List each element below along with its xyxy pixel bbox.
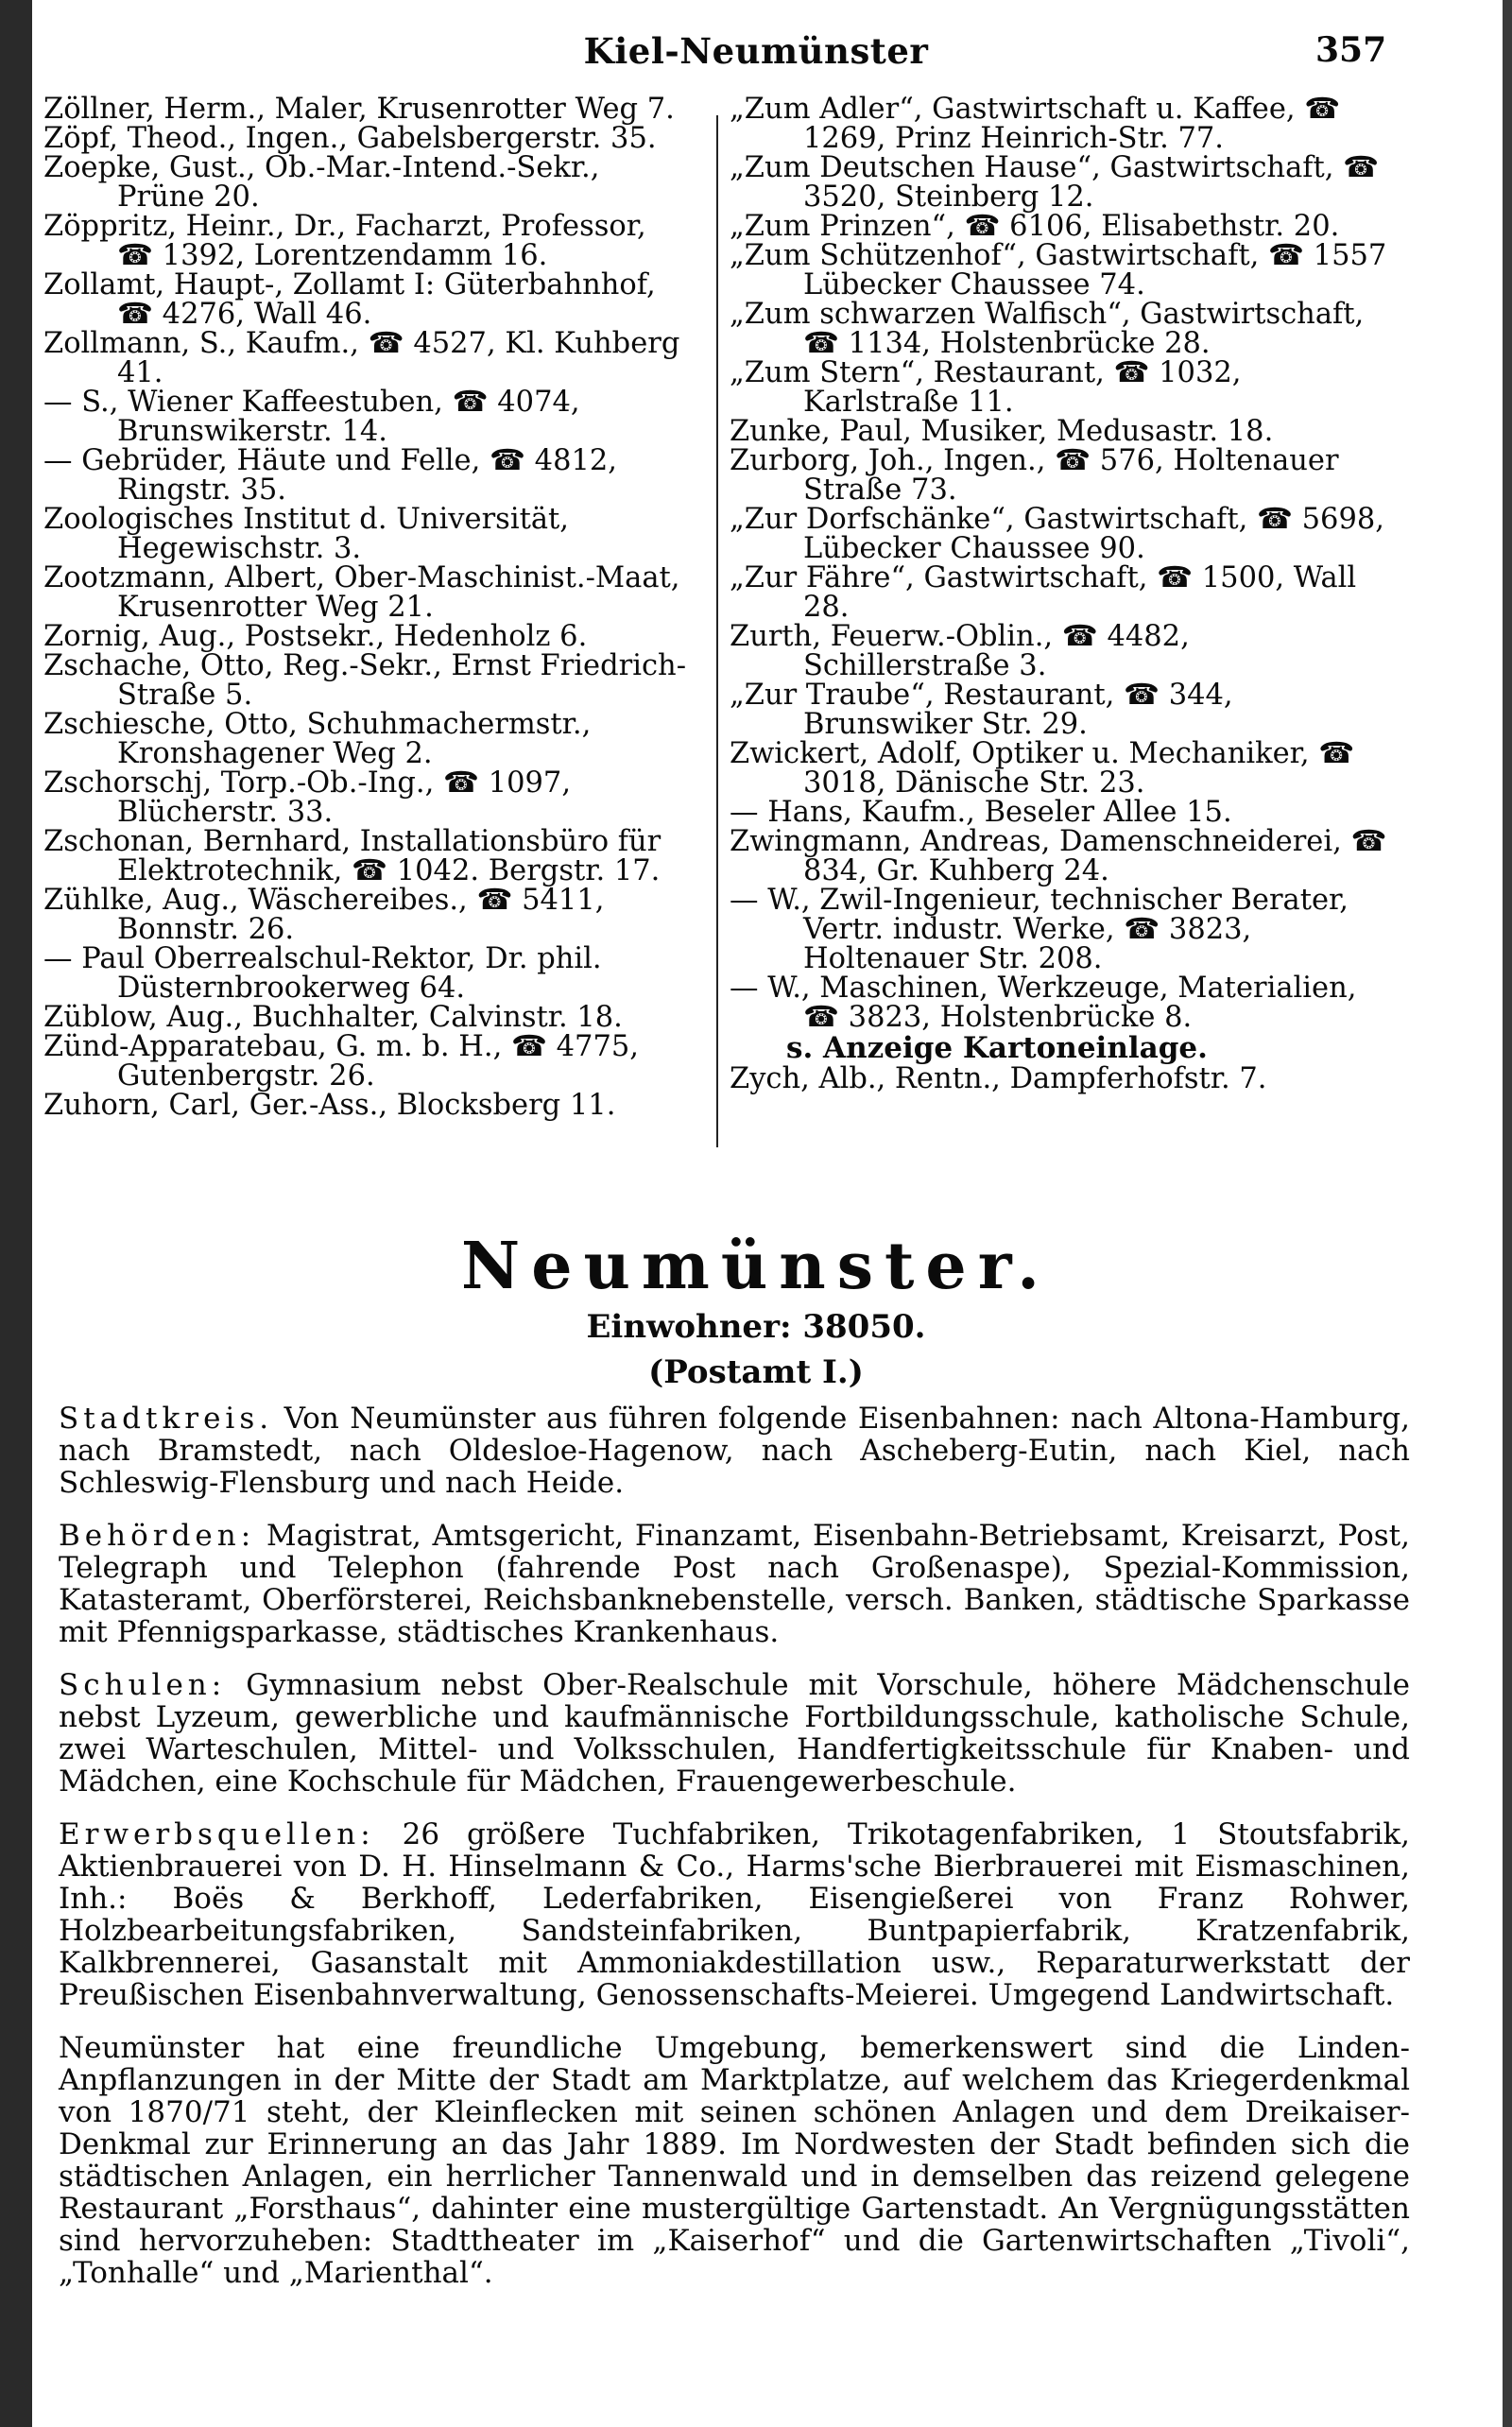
directory-entry: „Zur Traube“, Restaurant, ☎ 344, Brunswiker Str. 29. (730, 679, 1233, 741)
directory-entry: Zöppritz, Heinr., Dr., Facharzt, Professor, ☎ 1392, Lorentzendamm 16. (43, 210, 646, 272)
scan-edge-right (1503, 0, 1512, 2427)
advertisement-note: s. Anzeige Kartoneinlage. (786, 1031, 1208, 1065)
directory-entry: Zych, Alb., Rentn., Dampferhofstr. 7. (730, 1062, 1267, 1095)
post-office-line: (Postamt I.) (648, 1353, 864, 1391)
directory-entry: Zurth, Feuerw.-Oblin., ☎ 4482, Schillerstraße 3. (730, 620, 1190, 682)
directory-entry: Zühlke, Aug., Wäschereibes., ☎ 5411, Bonnstr. 26. (43, 884, 605, 946)
text-umgebung: Neumünster hat eine freundliche Umgebung, bemerkenswert sind die Linden-Anpflanzungen in der Mitte der Stadt am Marktplatze, auf welchem das Kriegerdenkmal von 1870/71 steht, der Kleinflecken mit seinen schönen Anlagen und dem Dreikaiser-Denkmal zur Erinnerung an das Jahr 1889. Im Nordwesten der Stadt befinden sich die städtischen Anlagen, ein herrlicher Tannenwald und in demselben das reizend gelegene Restaurant „Forsthaus“, dahinter eine mustergültige Gartenstadt. An Vergnügungsstätten sind hervorzuheben: Stadttheater im „Kaiserhof“ und die Gartenwirtschaften „Tivoli“, „Tonhalle“ und „Marienthal“. (59, 2031, 1410, 2290)
paragraph-erwerbsquellen (59, 1818, 1410, 2011)
directory-entry: Zöllner, Herm., Maler, Krusenrotter Weg 7. (43, 93, 675, 126)
label-erwerbsquellen: Erwerbsquellen: (59, 1817, 375, 1851)
directory-entry: — W., Zwil-Ingenieur, technischer Berater, Vertr. industr. Werke, ☎ 3823, Holtenauer Str. 208. (730, 884, 1349, 975)
directory-entry: Züblow, Aug., Buchhalter, Calvinstr. 18. (43, 1001, 623, 1034)
directory-entry: Zoepke, Gust., Ob.-Mar.-Intend.-Sekr., Prüne 20. (43, 151, 600, 214)
directory-entry: Zwickert, Adolf, Optiker u. Mechaniker, ☎ 3018, Dänische Str. 23. (730, 737, 1355, 800)
directory-entry: — Paul Oberrealschul-Rektor, Dr. phil. Düsternbrookerweg 64. (43, 942, 602, 1005)
population-line: Einwohner: 38050. (586, 1308, 926, 1346)
directory-entry: „Zum Deutschen Hause“, Gastwirtschaft, ☎ 3520, Steinberg 12. (730, 151, 1380, 214)
directory-entry: Zunke, Paul, Musiker, Medusastr. 18. (730, 415, 1274, 448)
directory-entry: Zwingmann, Andreas, Damenschneiderei, ☎ 834, Gr. Kuhberg 24. (730, 825, 1387, 887)
directory-entry: Zuhorn, Carl, Ger.-Ass., Blocksberg 11. (43, 1089, 616, 1122)
directory-entry: „Zum schwarzen Walfisch“, Gastwirtschaft, ☎ 1134, Holstenbrücke 28. (730, 298, 1365, 360)
label-stadtkreis: Stadtkreis. (59, 1402, 274, 1436)
right-column (730, 95, 1393, 1093)
directory-entry: „Zur Fähre“, Gastwirtschaft, ☎ 1500, Wall 28. (730, 561, 1357, 624)
text-schulen: Gymnasium nebst Ober-Realschule mit Vorschule, höhere Mädchenschule nebst Lyzeum, gewerbliche und kaufmännische Fortbildungsschule, katholische Schule, zwei Warteschulen, Mittel- und Volksschulen, Handfertigkeitsschule für Knaben- und Mädchen, eine Kochschule für Mädchen, Frauengewerbeschule. (59, 1668, 1410, 1799)
label-schulen: Schulen: (59, 1668, 227, 1702)
directory-entry: Zornig, Aug., Postsekr., Hedenholz 6. (43, 620, 588, 653)
running-title: Kiel-Neumünster (583, 30, 929, 72)
directory-entry: Zschache, Otto, Reg.-Sekr., Ernst Friedrich-Straße 5. (43, 649, 686, 712)
column-divider (716, 115, 718, 1147)
directory-entry: Zollamt, Haupt-, Zollamt I: Güterbahnhof, ☎ 4276, Wall 46. (43, 268, 656, 331)
directory-entry: Zoologisches Institut d. Universität, Hegewischstr. 3. (43, 503, 569, 565)
section-title: Neumünster. (461, 1229, 1051, 1304)
directory-entry: — Gebrüder, Häute und Felle, ☎ 4812, Ringstr. 35. (43, 444, 617, 507)
directory-entry: — Hans, Kaufm., Beseler Allee 15. (730, 796, 1232, 829)
directory-entry: „Zur Dorfschänke“, Gastwirtschaft, ☎ 5698, Lübecker Chaussee 90. (730, 503, 1384, 565)
description-text (59, 1403, 1410, 2310)
label-behoerden: Behörden: (59, 1519, 256, 1553)
page-number: 357 (1315, 30, 1387, 70)
text-stadtkreis: Von Neumünster aus führen folgende Eisenbahnen: nach Altona-Hamburg, nach Bramstedt, nach Oldesloe-Hagenow, nach Ascheberg-Eutin, nach Kiel, nach Schleswig-Flensburg und nach Heide. (59, 1402, 1410, 1500)
paragraph-umgebung (59, 2032, 1410, 2289)
text-behoerden: Magistrat, Amtsgericht, Finanzamt, Eisenbahn-Betriebsamt, Kreisarzt, Post, Telegraph und Telephon (fahrende Post nach Großenaspe), Spezial-Kommission, Katasteramt, Oberförsterei, Reichsbanknebenstelle, versch. Banken, städtische Sparkasse mit Pfennigsparkasse, städtisches Krankenhaus. (59, 1519, 1410, 1649)
directory-entry: Zurborg, Joh., Ingen., ☎ 576, Holtenauer Straße 73. (730, 444, 1339, 507)
directory-entry: Zootzmann, Albert, Ober-Maschinist.-Maat, Krusenrotter Weg 21. (43, 561, 680, 624)
paragraph-behoerden (59, 1520, 1410, 1648)
directory-entry: Zschiesche, Otto, Schuhmachermstr., Kronshagener Weg 2. (43, 708, 592, 770)
directory-entry: „Zum Adler“, Gastwirtschaft u. Kaffee, ☎ 1269, Prinz Heinrich-Str. 77. (730, 93, 1341, 155)
left-column (43, 95, 686, 1120)
directory-entry: Zünd-Apparatebau, G. m. b. H., ☎ 4775, Gutenbergstr. 26. (43, 1030, 639, 1093)
scan-edge-left (0, 0, 32, 2427)
directory-entry: „Zum Stern“, Restaurant, ☎ 1032, Karlstraße 11. (730, 356, 1242, 419)
directory-entry: Zöpf, Theod., Ingen., Gabelsbergerstr. 35. (43, 122, 657, 155)
directory-entry: — W., Maschinen, Werkzeuge, Materialien, ☎ 3823, Holstenbrücke 8. (730, 972, 1357, 1034)
paragraph-stadtkreis (59, 1403, 1410, 1499)
directory-entry: — S., Wiener Kaffeestuben, ☎ 4074, Brunswikerstr. 14. (43, 386, 580, 448)
directory-entry: Zschonan, Bernhard, Installationsbüro für Elektrotechnik, ☎ 1042. Bergstr. 17. (43, 825, 662, 887)
text-erwerbsquellen: 26 größere Tuchfabriken, Trikotagenfabriken, 1 Stoutsfabrik, Aktienbrauerei von D. H. Hinselmann & Co., Harms'sche Bierbrauerei mit Eismaschinen, Inh.: Boës & Berkhoff, Lederfabriken, Eisengießerei von Franz Rohwer, Holzbearbeitungsfabriken, Sandsteinfabriken, Buntpapierfabrik, Kratzenfabrik, Kalkbrennerei, Gasanstalt mit Ammoniakdestillation usw., Reparaturwerkstatt der Preußischen Eisenbahnverwaltung, Genossenschafts-Meierei. Umgegend Landwirtschaft. (59, 1817, 1410, 2012)
directory-entry: Zollmann, S., Kaufm., ☎ 4527, Kl. Kuhberg 41. (43, 327, 680, 389)
running-head (0, 25, 1512, 77)
paragraph-schulen (59, 1669, 1410, 1798)
directory-entry: „Zum Prinzen“, ☎ 6106, Elisabethstr. 20. (730, 210, 1340, 243)
directory-entry: Zschorschj, Torp.-Ob.-Ing., ☎ 1097, Blücherstr. 33. (43, 766, 572, 829)
directory-entry: „Zum Schützenhof“, Gastwirtschaft, ☎ 1557 Lübecker Chaussee 74. (730, 239, 1387, 301)
